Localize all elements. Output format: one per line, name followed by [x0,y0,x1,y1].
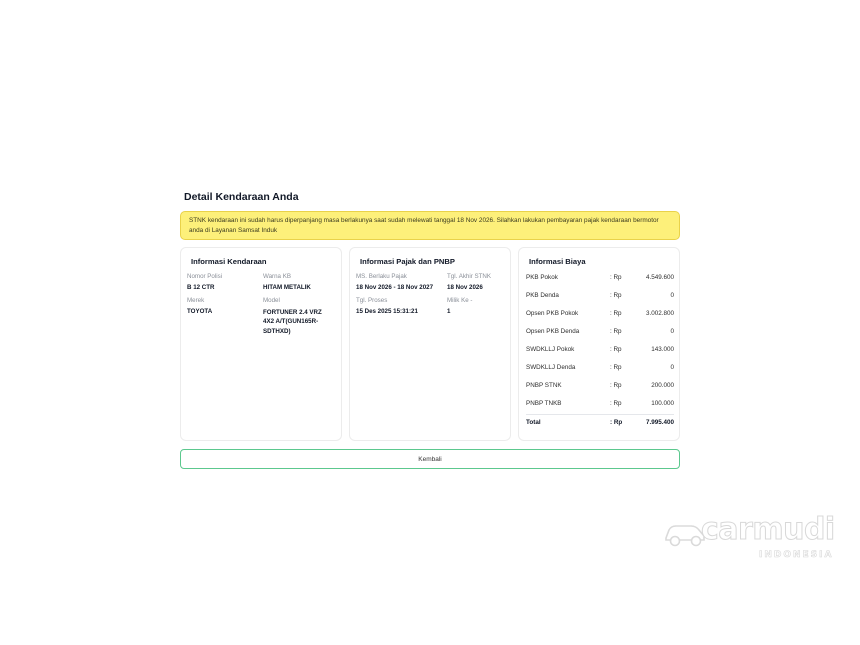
cost-label: PNBP STNK [526,382,562,389]
field-tgl-proses [356,297,446,316]
cost-value: 0 [670,292,674,299]
cost-row [526,274,674,286]
cost-row [526,292,674,304]
field-label: Tgl. Proses [356,297,388,304]
field-value: HITAM METALIK [263,283,311,291]
cost-total-row [526,419,674,431]
field-label: Tgl. Akhir STNK [447,273,492,280]
cost-row [526,400,674,412]
tax-info-title: Informasi Pajak dan PNBP [360,257,455,266]
field-label: Warna KB [263,273,291,280]
watermark-sub: INDONESIA [759,550,834,560]
field-masa-berlaku [356,273,446,292]
cost-info-title: Informasi Biaya [529,257,586,266]
cost-label: Opsen PKB Pokok [526,310,579,317]
total-label: Total [526,419,541,426]
cost-value: 143.000 [651,346,674,353]
field-value: TOYOTA [187,307,213,315]
cost-row [526,328,674,340]
field-label: Milik Ke - [447,297,473,304]
watermark-brand: carmudi [701,512,835,547]
field-value: 18 Nov 2026 - 18 Nov 2027 [356,283,434,291]
renewal-alert [180,211,680,240]
total-currency: : Rp [610,419,623,426]
field-label: Model [263,297,280,304]
cost-row [526,310,674,322]
page-title: Detail Kendaraan Anda [184,191,299,203]
field-milik-ke [447,297,509,316]
cost-currency: : Rp [610,328,622,335]
cost-currency: : Rp [610,274,622,281]
cost-currency: : Rp [610,292,622,299]
cost-currency: : Rp [610,400,622,407]
field-value: 15 Des 2025 15:31:21 [356,307,418,315]
vehicle-info-title: Informasi Kendaraan [191,257,267,266]
cost-label: Opsen PKB Denda [526,328,580,335]
cost-value: 3.002.800 [645,310,674,317]
field-nomor-polisi [187,273,257,292]
field-value: FORTUNER 2.4 VRZ 4X2 A/T(GUN165R-SDTHXD) [263,308,322,335]
cost-label: PKB Pokok [526,274,558,281]
cost-value: 0 [670,364,674,371]
cost-row [526,364,674,376]
carmudi-watermark [663,512,843,564]
cost-divider [526,414,674,415]
alert-message: STNK kendaraan ini sudah harus diperpanjang masa berlakunya saat sudah melewati tanggal 18 Nov 2026. Silahkan lakukan pembayaran pajak kendaraan bermotor anda di Layanan Samsat Induk [189,217,659,234]
cost-value: 200.000 [651,382,674,389]
field-label: Nomor Polisi [187,273,223,280]
cost-label: SWDKLLJ Denda [526,364,576,371]
cost-currency: : Rp [610,364,622,371]
cost-currency: : Rp [610,346,622,353]
back-button[interactable]: Kembali [180,449,680,469]
cost-row [526,346,674,358]
cost-label: PNBP TNKB [526,400,562,407]
cost-label: SWDKLLJ Pokok [526,346,575,353]
total-value: 7.995.400 [645,419,674,426]
cost-currency: : Rp [610,310,622,317]
cost-row [526,382,674,394]
field-label: MS. Berlaku Pajak [356,273,407,280]
field-value: 18 Nov 2026 [447,283,483,291]
cost-value: 0 [670,328,674,335]
cost-label: PKB Denda [526,292,559,299]
tax-info-card [349,247,511,441]
field-model [263,297,329,336]
cost-value: 100.000 [651,400,674,407]
field-label: Merek [187,297,205,304]
cost-currency: : Rp [610,382,622,389]
field-value: B 12 CTR [187,283,215,291]
field-warna-kb [263,273,335,292]
cost-value: 4.549.600 [645,274,674,281]
vehicle-info-card [180,247,342,441]
field-tgl-akhir-stnk [447,273,509,292]
field-value: 1 [447,307,451,315]
field-merek [187,297,257,316]
